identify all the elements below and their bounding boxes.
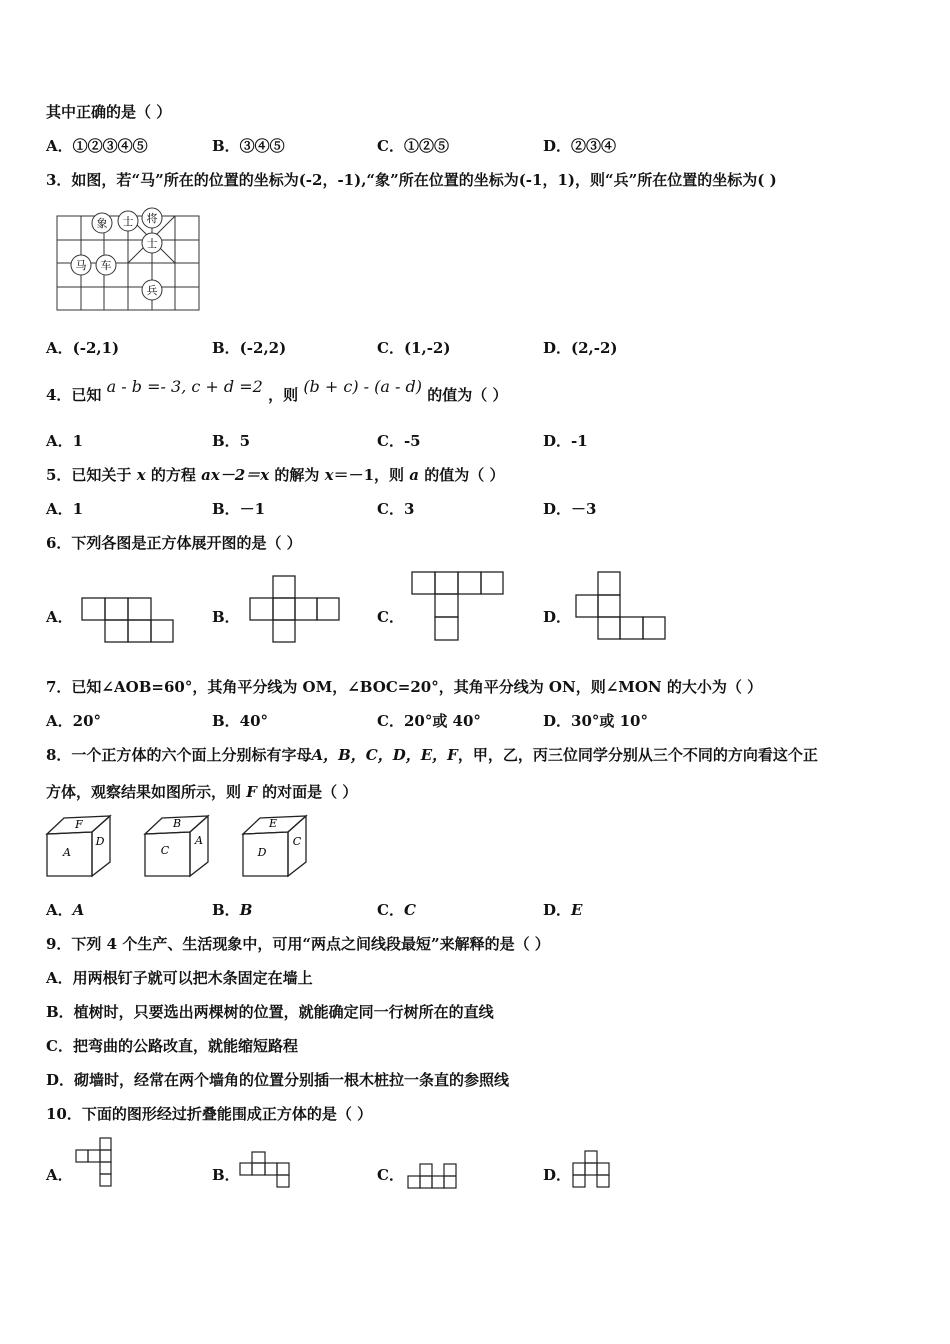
q8-option-a-label: A． xyxy=(46,901,73,919)
q3-option-d: D．(2,-2) xyxy=(543,339,618,357)
q9-option-b: B．植树时，只要选出两棵树的位置，就能确定同一行树所在的直线 xyxy=(46,1003,494,1021)
q10-label-d: D． xyxy=(543,1166,572,1184)
q2-option-c: C．①②⑤ xyxy=(377,137,449,155)
q8-cube-2 xyxy=(142,812,214,880)
q5-option-b: B．－1 xyxy=(212,500,266,518)
q7-stem: 7．已知∠AOB=60°，其角平分线为 OM，∠BOC=20°，其角平分线为 ON，则∠MON 的大小为（ ） xyxy=(46,678,763,696)
chess-piece-jiang xyxy=(142,208,162,228)
svg-text:F: F xyxy=(75,818,83,831)
q5-text-4: ＝－1，则 xyxy=(333,466,405,484)
svg-text:A: A xyxy=(195,834,203,847)
q8-option-d xyxy=(543,900,582,920)
q8-option-c xyxy=(377,900,416,920)
q3-option-b: B．(-2,2) xyxy=(212,339,287,357)
svg-text:士: 士 xyxy=(122,215,134,228)
svg-text:C: C xyxy=(292,835,302,848)
chess-board-figure xyxy=(54,206,204,316)
svg-text:C: C xyxy=(160,844,170,857)
chess-piece-shi-2 xyxy=(142,233,162,253)
q2-option-b: B．③④⑤ xyxy=(212,137,285,155)
q3-options xyxy=(46,338,906,358)
svg-text:A: A xyxy=(63,846,71,859)
q10-label-c: C． xyxy=(377,1166,404,1184)
q5-text-5: 的值为（ ） xyxy=(424,466,505,484)
q8-option-d-label: D． xyxy=(543,901,572,919)
svg-text:马: 马 xyxy=(75,259,87,272)
q10-net-c xyxy=(405,1162,461,1192)
q8-option-c-value: C xyxy=(403,901,416,919)
q4-prefix: 4．已知 xyxy=(46,386,102,404)
svg-text:D: D xyxy=(95,835,105,848)
chess-piece-ma xyxy=(71,255,91,275)
q5-option-c: C．3 xyxy=(377,500,415,518)
q3-option-a: A．(-2,1) xyxy=(46,339,120,357)
q4-option-a: A．1 xyxy=(46,432,84,450)
q6-label-c: C． xyxy=(377,608,404,626)
chess-piece-che xyxy=(96,255,116,275)
q6-net-d xyxy=(574,570,670,644)
q8-text-4: 的对面是（ ） xyxy=(262,783,358,801)
q5-text-3: 的解为 xyxy=(274,466,320,484)
q8-option-a xyxy=(46,900,84,920)
q8-text-3: 方体，观察结果如图所示，则 xyxy=(46,783,242,801)
q8-option-a-value: A xyxy=(72,901,85,919)
q8-text-1: 8．一个正方体的六个面上分别标有字母 xyxy=(46,746,312,764)
q2-option-a: A．①②③④⑤ xyxy=(46,137,148,155)
q4-expression: (b + c) - (a - d) xyxy=(303,377,422,396)
q5-var-x-2: x xyxy=(324,466,334,484)
chess-piece-bing xyxy=(142,280,162,300)
q4-stem xyxy=(46,377,508,405)
q8-stem-line-1 xyxy=(46,745,818,765)
q10-label-a: A． xyxy=(46,1166,73,1184)
q10-stem: 10．下面的图形经过折叠能围成正方体的是（ ） xyxy=(46,1105,373,1123)
q6-net-a xyxy=(80,596,176,646)
svg-text:将: 将 xyxy=(146,212,158,225)
q7-options xyxy=(46,711,906,731)
q9-option-c: C．把弯曲的公路改直，就能缩短路程 xyxy=(46,1037,298,1055)
svg-text:象: 象 xyxy=(96,217,108,230)
svg-text:兵: 兵 xyxy=(146,284,158,297)
q3-stem: 3．如图，若“马”所在的位置的坐标为(-2，-1),“象”所在位置的坐标为(-1，1)，则“兵”所在位置的坐标为( ) xyxy=(46,171,777,189)
q5-text-2: 的方程 xyxy=(150,466,196,484)
q3-option-c: C．(1,-2) xyxy=(377,339,451,357)
q10-label-b: B． xyxy=(212,1166,240,1184)
q10-net-d xyxy=(571,1149,613,1191)
chess-piece-xiang xyxy=(92,213,112,233)
q6-label-a: A． xyxy=(46,608,73,626)
q5-var-a: a xyxy=(409,466,420,484)
chess-piece-shi-1 xyxy=(118,211,138,231)
svg-text:B: B xyxy=(172,817,182,830)
q7-option-b: B．40° xyxy=(212,712,269,730)
q9-stem: 9．下列 4 个生产、生活现象中，可用“两点之间线段最短”来解释的是（ ） xyxy=(46,935,550,953)
q5-stem xyxy=(46,465,504,485)
q4-mid: ，则 xyxy=(268,386,299,404)
q7-option-c: C．20°或 40° xyxy=(377,712,481,730)
q5-option-a: A．1 xyxy=(46,500,84,518)
q5-text-1: 5．已知关于 xyxy=(46,466,132,484)
q9-option-d: D．砌墙时，经常在两个墙角的位置分别插一根木桩拉一条直的参照线 xyxy=(46,1071,510,1089)
q4-option-b: B．5 xyxy=(212,432,251,450)
q2-stem-tail: 其中正确的是（ ） xyxy=(46,103,172,121)
q10-net-a xyxy=(74,1136,116,1190)
q8-options xyxy=(46,900,906,920)
q6-label-d: D． xyxy=(543,608,572,626)
q8-text-2: ，甲，乙，丙三位同学分别从三个不同的方向看这个正 xyxy=(457,746,818,764)
q2-option-d: D．②③④ xyxy=(543,137,617,155)
q8-cube-3 xyxy=(240,812,312,880)
svg-text:D: D xyxy=(257,846,267,859)
svg-text:车: 车 xyxy=(100,259,112,272)
q4-given-equation: a - b =- 3, c + d =2 xyxy=(106,377,263,396)
q5-var-x: x xyxy=(136,466,146,484)
q4-options xyxy=(46,431,906,451)
q5-option-d: D．－3 xyxy=(543,500,597,518)
q8-cube-1 xyxy=(44,812,116,880)
q5-equation: ax－2＝x xyxy=(201,466,270,484)
q7-option-a: A．20° xyxy=(46,712,102,730)
svg-text:E: E xyxy=(268,817,278,830)
q10-net-b xyxy=(238,1150,294,1190)
q5-options xyxy=(46,499,906,519)
q6-stem: 6．下列各图是正方体展开图的是（ ） xyxy=(46,534,302,552)
q6-net-b xyxy=(248,574,343,644)
q8-var-f: F xyxy=(246,783,257,801)
svg-text:士: 士 xyxy=(146,237,158,250)
q6-label-b: B． xyxy=(212,608,240,626)
q6-net-c xyxy=(410,570,506,644)
q9-option-a: A．用两根钉子就可以把木条固定在墙上 xyxy=(46,969,313,987)
q4-option-c: C．-5 xyxy=(377,432,421,450)
q7-option-d: D．30°或 10° xyxy=(543,712,648,730)
q8-option-d-value: E xyxy=(571,901,583,919)
q8-letters: A，B，C，D，E，F xyxy=(311,746,458,764)
q4-suffix: 的值为（ ） xyxy=(427,386,508,404)
q8-option-c-label: C． xyxy=(377,901,404,919)
q8-option-b-value: B xyxy=(239,901,253,919)
q8-stem-line-2 xyxy=(46,782,357,802)
q8-option-b xyxy=(212,900,252,920)
q8-option-b-label: B． xyxy=(212,901,240,919)
q4-option-d: D．-1 xyxy=(543,432,588,450)
q2-options xyxy=(46,136,906,156)
